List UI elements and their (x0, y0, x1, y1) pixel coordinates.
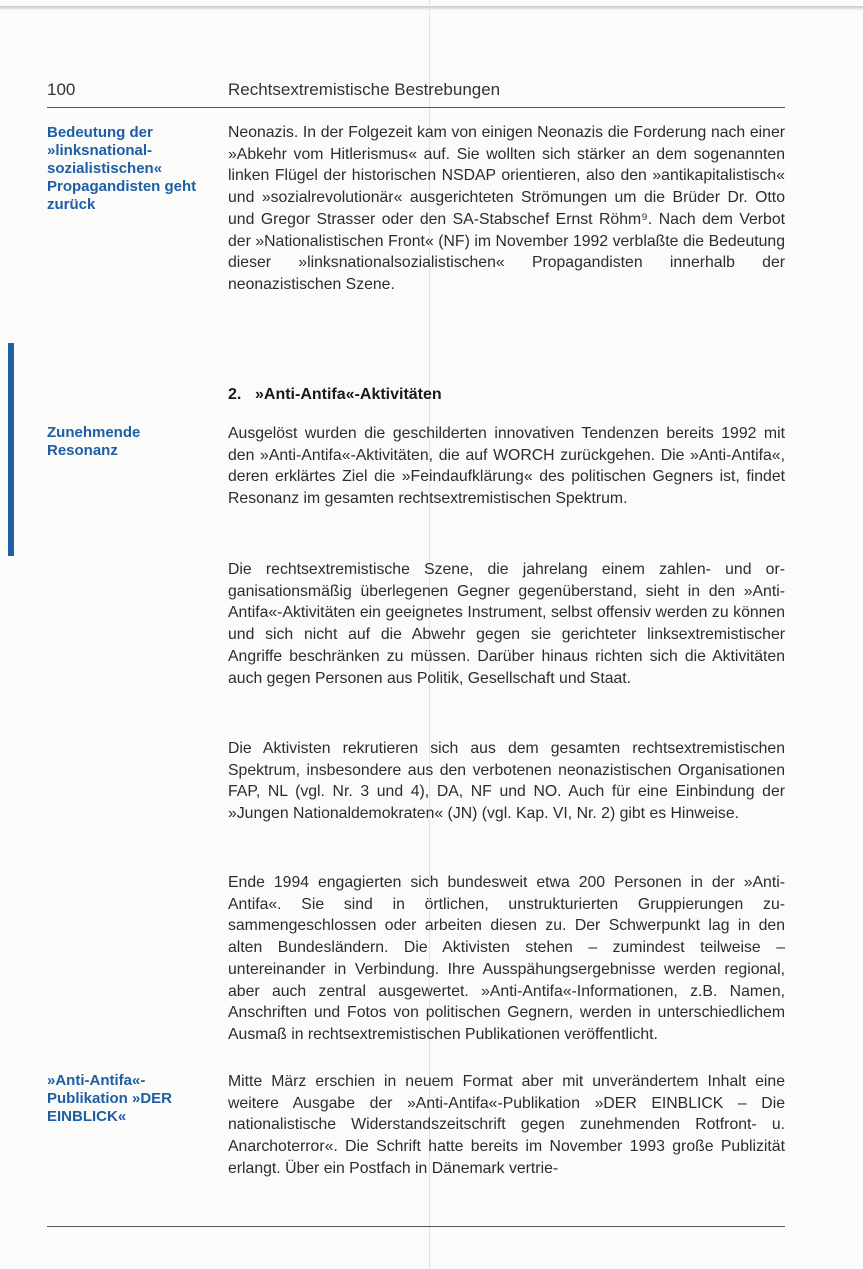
footer-rule (47, 1226, 785, 1227)
section-title: »Anti-Antifa«-Aktivitäten (255, 386, 442, 403)
paragraph-neonazis: Neonazis. In der Folgezeit kam von einigen Neonazis die Forderung nach einer »Abkehr vom Hitlerismus« auf. Sie wollten sich stärker an dem sogenannten linken Flügel der historischen NSDAP orientieren, also den »antikapitalistisch« und »sozialrevolutionär« ausgerichteten Strömungen um die Brüder Dr. Otto und Gregor Strasser oder den SA-Stabschef Ernst Röhm⁹. Nach dem Verbot der »Nationalistischen Front« (NF) im November 1992 verblaßte die Bedeutung dieser »linksnationalsozialistischen« Propagandisten innerhalb der neonazistischen Szene. (228, 124, 785, 293)
side-note-einblick: »Anti-Antifa«-Publikation »DER EINBLICK« (47, 1072, 173, 1125)
paragraph-aktivisten: Die Aktivisten rekrutieren sich aus dem gesamten rechtsextremistischen Spektrum, insbesondere aus den verbotenen neonazistischen Organisationen FAP, NL (vgl. Nr. 3 und 4), DA, NF und NO. Auch für eine Einbindung der »Jungen Nationaldemokraten« (JN) (vgl. Kap. VI, Nr. 2) gibt es Hinweise. (228, 740, 785, 823)
section-number: 2. (228, 386, 242, 403)
paragraph-szene: Die rechtsextremistische Szene, die jahrelang einem zahlen- und organisationsmäßig überlegenen Gegner gegenüberstand, sieht in den »Anti-Antifa«-Aktivitäten ein geeignetes Instrument, selbst offensiv werden zu können und sich nicht auf die Abwehr gegen sie gerichteter linksextremistischer Angriffe beschränken zu müssen. Darüber hinaus richten sich die Aktivitäten auch gegen Personen aus Politik, Gesellschaft und Staat. (228, 561, 785, 687)
side-note-resonanz: Zunehmende Resonanz (47, 424, 141, 459)
running-title: Rechtsextremistische Bestrebungen (228, 80, 501, 99)
paragraph-ausgeloest: Ausgelöst wurden die geschilderten innovativen Tendenzen bereits 1992 mit den »Anti-Antifa«-Aktivitäten, die auf WORCH zurückgehen. Die »Anti-Antifa«, deren erklärtes Ziel die »Feindaufklärung« des politischen Gegners ist, findet Resonanz im gesamten rechtsextremistischen Spektrum. (228, 425, 785, 508)
side-note-bedeutung: Bedeutung der »linksnational-sozialistischen« Propagandisten geht zurück (47, 124, 197, 213)
header-rule (47, 107, 785, 108)
paragraph-mitte-maerz: Mitte März erschien in neuem Format aber mit unverändertem Inhalt eine weitere Ausgabe der »Anti-Antifa«-Publikation »DER EINBLICK – Die nationalistische Widerstandszeitschrift gegen zunehmenden Rotfront- u. Anarchoterror«. Die Schrift hatte bereits im November 1993 große Publizität erlangt. Über ein Postfach in Dänemark vertrie- (228, 1073, 785, 1177)
margin-marker-bar (8, 343, 14, 556)
page-number: 100 (47, 80, 76, 99)
scan-top-edge (0, 6, 863, 10)
paragraph-ende-1994: Ende 1994 engagierten sich bundesweit etwa 200 Personen in der »Anti-Antifa«. Sie sind in örtlichen, unstrukturierten Gruppierungen zusammengeschlossen oder arbeiten diesen zu. Der Schwerpunkt lag in den alten Bundesländern. Die Aktivisten stehen – zumindest teilweise – untereinander in Verbindung. Ihre Ausspähungsergebnisse werden regional, aber auch zentral ausgewertet. »Anti-Antifa«-Informationen, z.B. Namen, Anschriften und Fotos von politischen Gegnern, werden in unterschiedlichem Ausmaß in rechtsextremistischen Publikationen veröffentlicht. (228, 874, 785, 1043)
section-heading (228, 386, 442, 404)
